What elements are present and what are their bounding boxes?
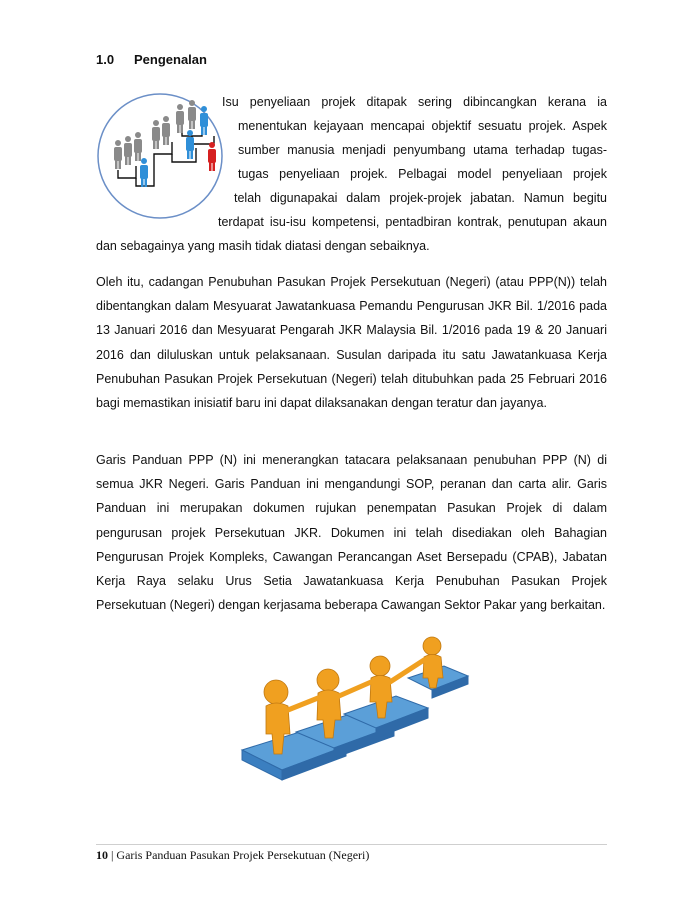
intro-line-2: menentukan kejayaan mencapai objektif sesuatu projek. Aspek	[238, 119, 607, 133]
intro-line-7: dan sebagainya yang masih tidak diatasi dengan sebaiknya.	[96, 239, 430, 253]
org-chart-people-icon	[96, 92, 224, 220]
paragraph-3: Garis Panduan PPP (N) ini menerangkan tatacara pelaksanaan penubuhan PPP (N) di semua JKR Negeri. Garis Panduan ini mengandungi SOP, peranan dan carta alir. Garis Panduan ini merupakan dokumen rujukan penempatan Pasukan Projek di dalam pengurusan projek Persekutuan JKR. Dokumen ini telah disediakan oleh Bahagian Pengurusan Projek Kompleks, Cawangan Perancangan Aset Bersepadu (CPAB), Jabatan Kerja Raya selaku Urus Setia Jawatankuasa Kerja Penubuhan Pasukan Projek Persekutuan (Negeri) dengan kerjasama beberapa Cawangan Sektor Pakar yang berkaitan.	[96, 453, 607, 613]
section-number: 1.0	[96, 52, 115, 67]
teamwork-puzzle-icon	[236, 630, 476, 800]
intro-line-6: terdapat isu-isu kompetensi, pentadbiran kontrak, penutupan akaun	[218, 215, 607, 229]
intro-line-3: sumber manusia menjadi penyumbang utama terhadap tugas-	[238, 143, 607, 157]
intro-line-1: Isu penyeliaan projek ditapak sering dibincangkan kerana ia	[222, 95, 607, 109]
footer-rule	[96, 844, 607, 845]
page-footer	[96, 848, 369, 863]
section-title: Pengenalan	[134, 52, 207, 67]
footer-title: Garis Panduan Pasukan Projek Persekutuan (Negeri)	[116, 848, 370, 862]
footer-separator: |	[111, 848, 114, 862]
section-heading	[96, 52, 207, 67]
page-number: 10	[96, 848, 108, 862]
intro-line-4: tugas penyeliaan projek. Pelbagai model penyeliaan projek	[238, 167, 607, 181]
paragraph-2: Oleh itu, cadangan Penubuhan Pasukan Projek Persekutuan (Negeri) (atau PPP(N)) telah dibentangkan dalam Mesyuarat Jawatankuasa Pemandu Pengurusan JKR Bil. 1/2016 pada 13 Januari 2016 dan Mesyuarat Pengarah JKR Malaysia Bil. 1/2016 pada 19 & 20 Januari 2016 dan diluluskan untuk pelaksanaan. Susulan daripada itu satu Jawatankuasa Kerja Penubuhan Pasukan Projek Persekutuan (Negeri) telah ditubuhkan pada 25 Februari 2016 bagi memastikan inisiatif baru ini dapat dilaksanakan dengan teratur dan jayanya.	[96, 275, 607, 411]
intro-line-5: telah digunapakai dalam projek-projek jabatan. Namun begitu	[234, 191, 607, 205]
